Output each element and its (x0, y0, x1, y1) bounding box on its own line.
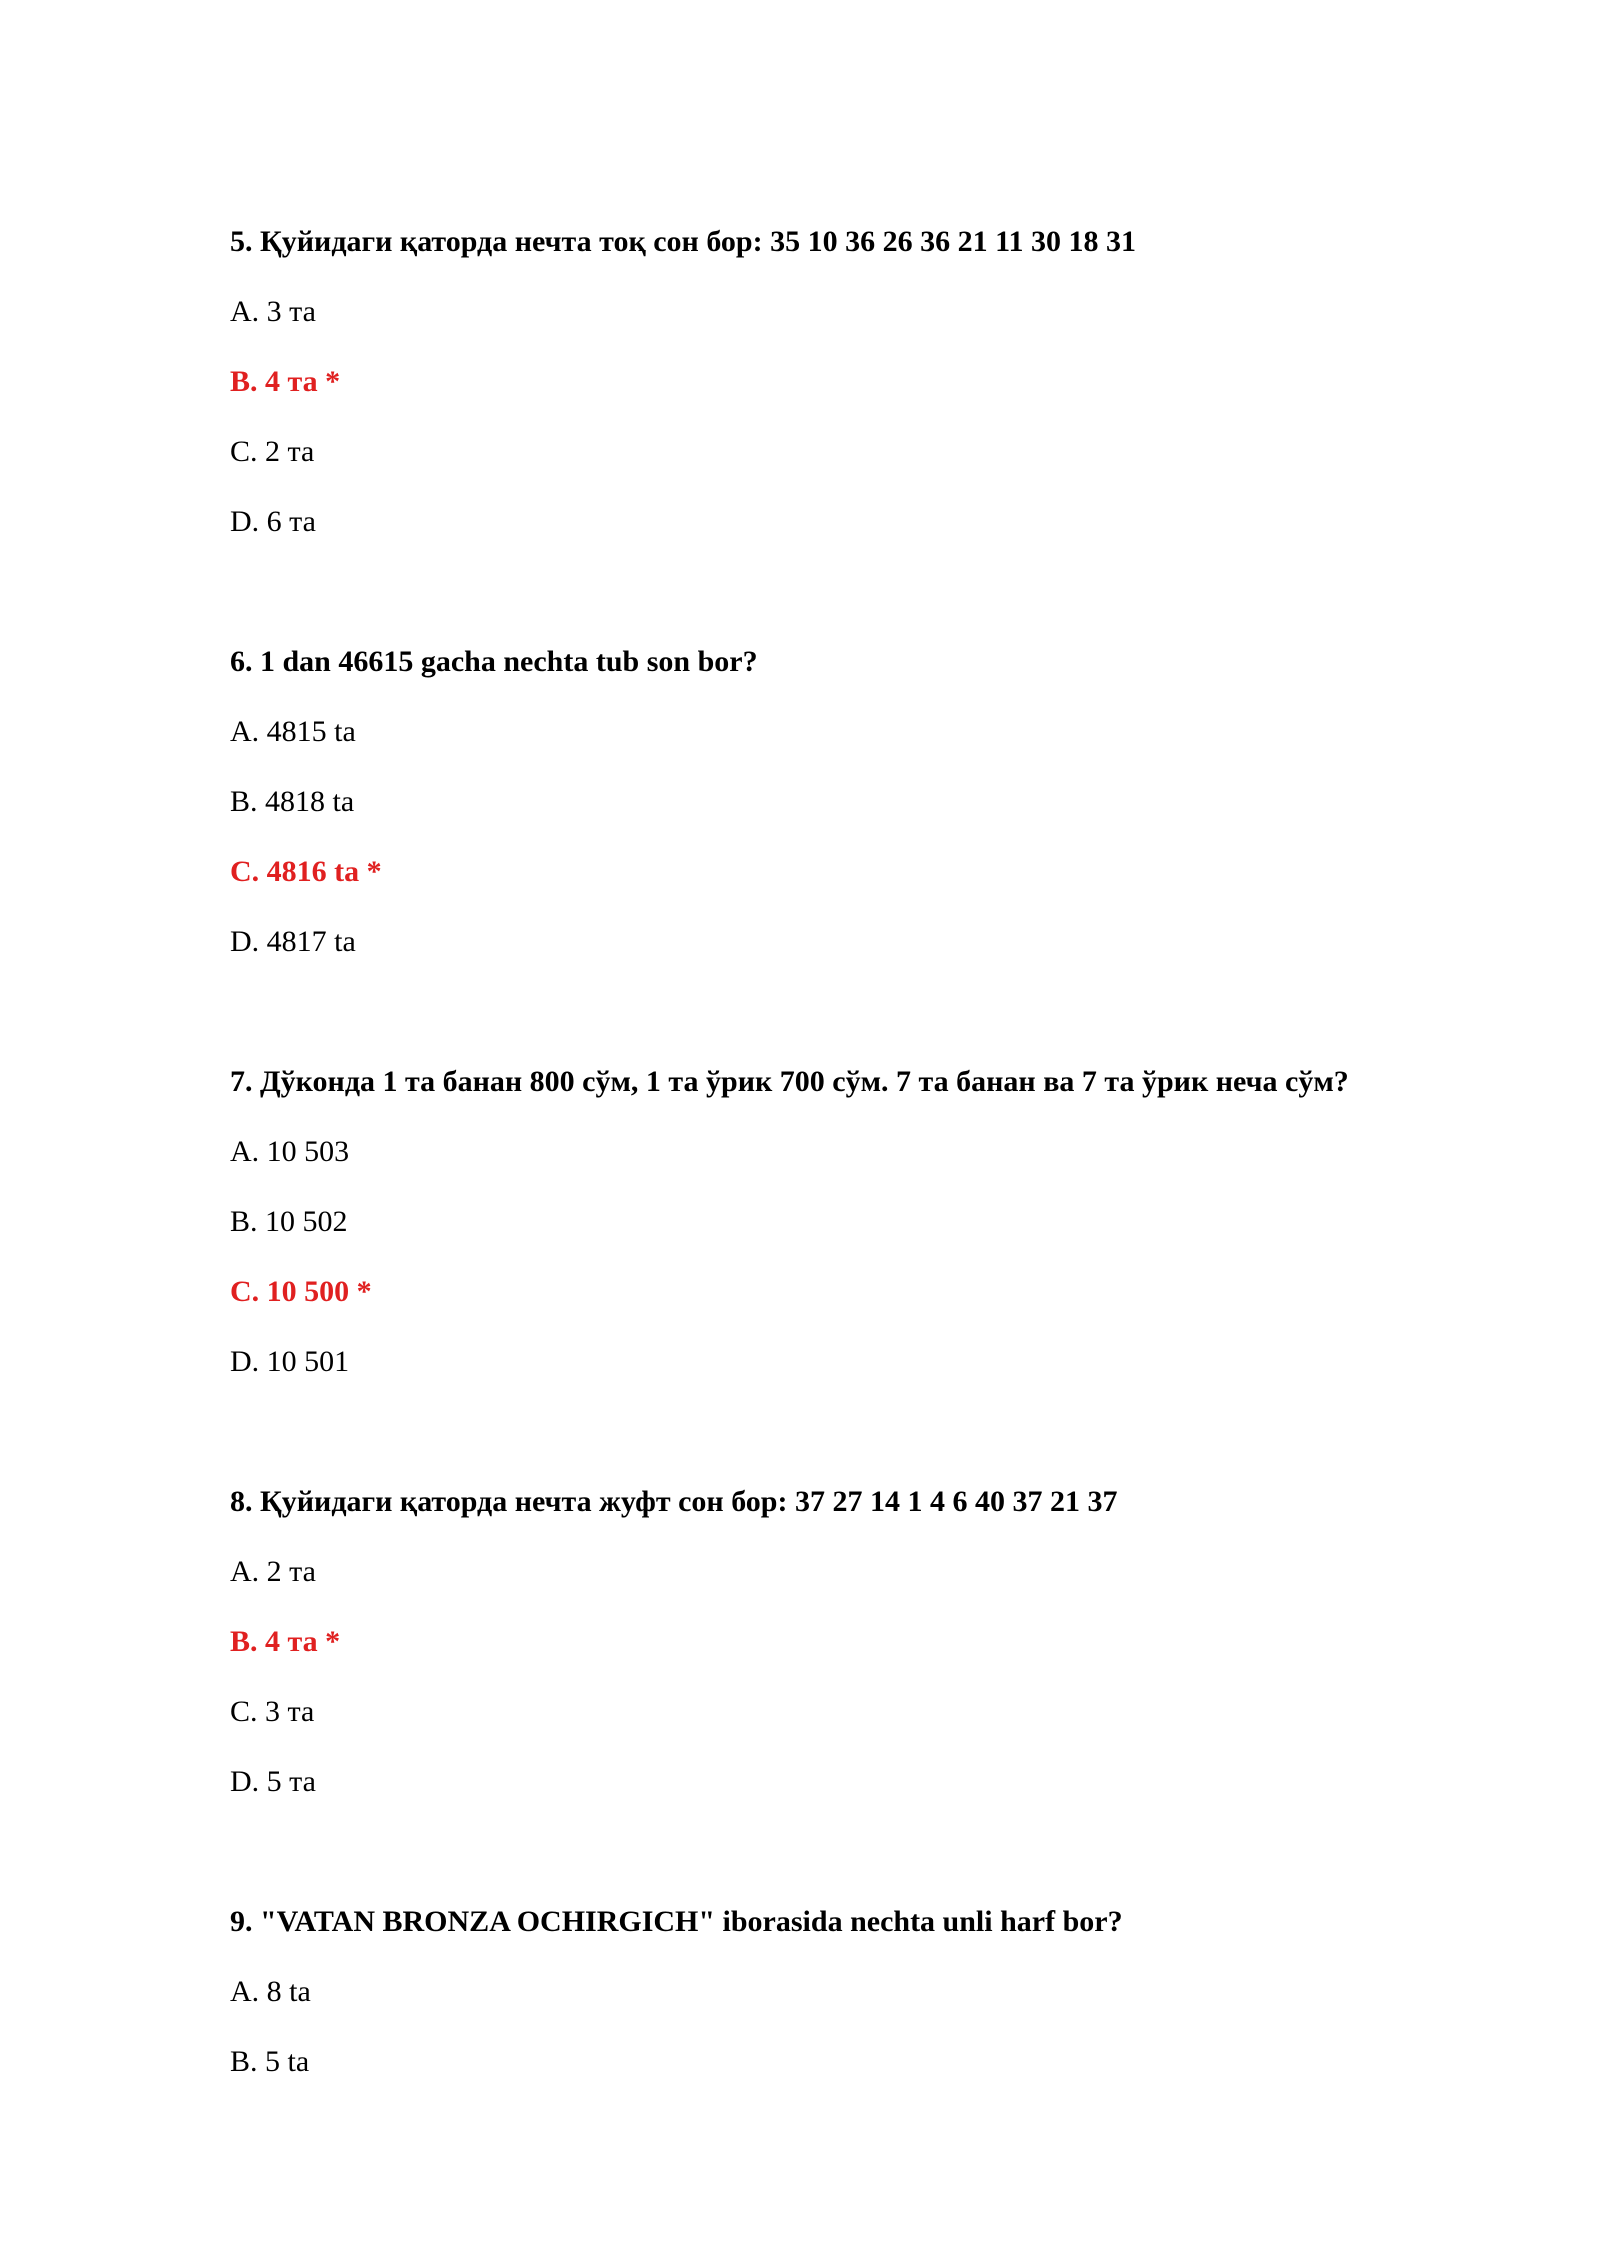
question-block (230, 644, 1530, 960)
answer-option: D. 10 501 (230, 1345, 350, 1378)
correct-answer-option: B. 4 та * (230, 365, 341, 398)
question-text: 8. Қуйидаги қаторда нечта жуфт сон бор: 37 27 14 1 4 6 40 37 21 37 (230, 1485, 1118, 1518)
answer-option: C. 2 та (230, 435, 315, 468)
question-block (230, 1484, 1530, 1800)
question-text: 6. 1 dan 46615 gacha nechta tub son bor? (230, 645, 758, 678)
answer-option: A. 10 503 (230, 1135, 350, 1168)
answer-option: A. 2 та (230, 1555, 316, 1588)
correct-answer-option: B. 4 та * (230, 1625, 341, 1658)
correct-answer-option: C. 4816 ta * (230, 855, 382, 888)
answer-option: B. 4818 ta (230, 785, 355, 818)
question-block (230, 1904, 1530, 2080)
answer-option: A. 8 ta (230, 1975, 311, 2008)
answer-option: A. 3 та (230, 295, 316, 328)
question-text: 7. Дўконда 1 та банан 800 сўм, 1 та ўрик 700 сўм. 7 та банан ва 7 та ўрик неча сўм? (230, 1065, 1349, 1098)
answer-option: C. 3 та (230, 1695, 315, 1728)
question-text: 9. "VATAN BRONZA OCHIRGICH" iborasida nechta unli harf bor? (230, 1905, 1123, 1938)
answer-option: A. 4815 ta (230, 715, 356, 748)
question-text: 5. Қуйидаги қаторда нечта тоқ сон бор: 35 10 36 26 36 21 11 30 18 31 (230, 225, 1136, 258)
answer-option: D. 4817 ta (230, 925, 356, 958)
answer-option: B. 10 502 (230, 1205, 348, 1238)
answer-option: D. 6 та (230, 505, 316, 538)
correct-answer-option: C. 10 500 * (230, 1275, 372, 1308)
question-block (230, 224, 1530, 540)
answer-option: B. 5 ta (230, 2045, 310, 2078)
question-block (230, 1064, 1530, 1380)
answer-option: D. 5 та (230, 1765, 316, 1798)
